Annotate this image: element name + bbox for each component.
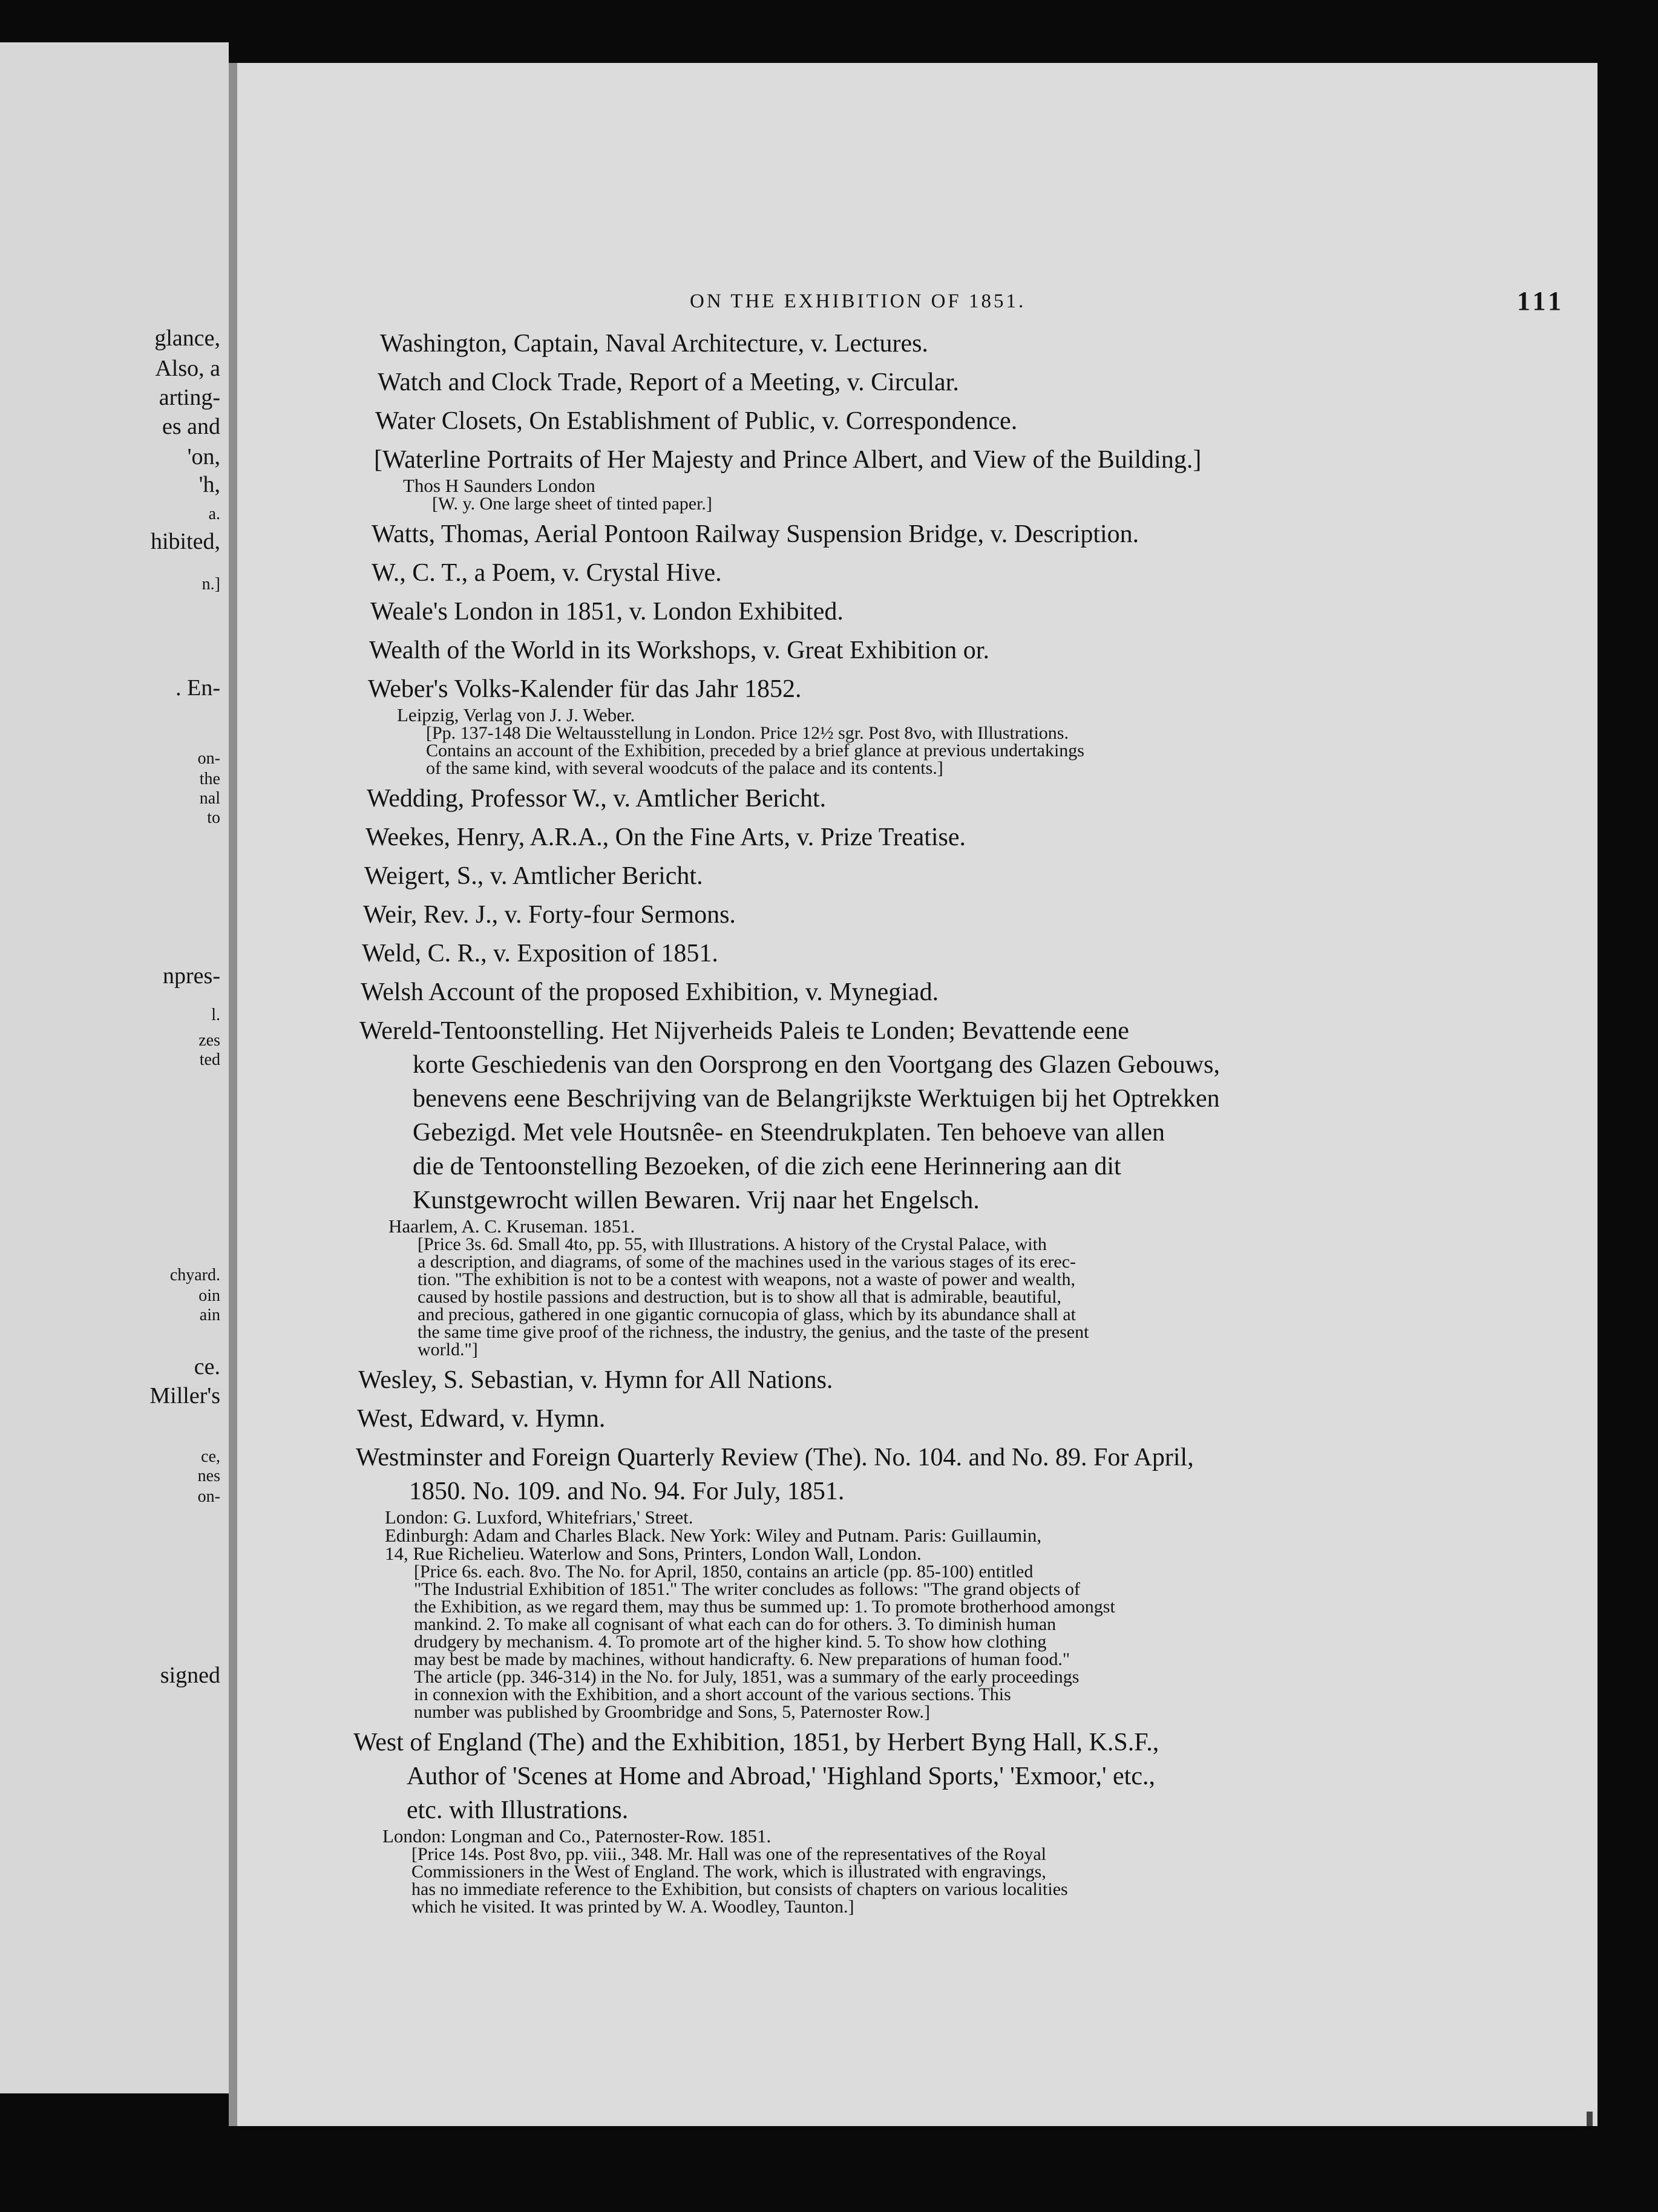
entry-headline-line: Weale's London in 1851, v. London Exhibited. — [370, 598, 844, 626]
facing-page-fragment: es and — [162, 414, 220, 439]
entry-note-line: "The Industrial Exhibition of 1851." The writer concludes as follows: "The grand objects of — [414, 1579, 1080, 1599]
catalogue-entry — [363, 898, 1565, 932]
facing-page-fragment: to — [207, 808, 220, 827]
catalogue-entry — [353, 1726, 1565, 1916]
entry-list — [353, 327, 1565, 1917]
entry-headline-line: Weber's Volks-Kalender für das Jahr 1852. — [368, 675, 802, 703]
entry-note-line: world."] — [418, 1340, 478, 1360]
entry-headline-line: Weir, Rev. J., v. Forty-four Sermons. — [363, 901, 736, 929]
entry-headline-line: Watts, Thomas, Aerial Pontoon Railway Suspension Bridge, v. Description. — [372, 520, 1139, 548]
entry-note-line: [W. y. One large sheet of tinted paper.] — [432, 494, 712, 514]
entry-publisher-line: 14, Rue Richelieu. Waterlow and Sons, Printers, London Wall, London. — [385, 1543, 922, 1564]
facing-page-fragment: hibited, — [150, 529, 220, 554]
entry-headline-line: Gebezigd. Met vele Houtsnêe- en Steendrukplaten. Ten behoeve van allen — [413, 1119, 1165, 1147]
catalogue-entry — [369, 633, 1565, 667]
entry-headline-line: Wedding, Professor W., v. Amtlicher Bericht. — [367, 785, 827, 813]
catalogue-entry — [358, 1363, 1565, 1397]
facing-page-fragment: signed — [160, 1663, 220, 1688]
catalogue-entry — [368, 672, 1565, 777]
entry-note-line: caused by hostile passions and destruction, but is to show all that is admirable, beautiful, — [418, 1287, 1061, 1307]
entry-publisher-line: Leipzig, Verlag von J. J. Weber. — [397, 704, 635, 725]
facing-page-fragment: nal — [199, 789, 220, 808]
catalogue-entry — [378, 365, 1565, 399]
entry-headline-line: West of England (The) and the Exhibition, 1851, by Herbert Byng Hall, K.S.F., — [353, 1729, 1159, 1756]
entry-note-line: [Price 14s. Post 8vo, pp. viii., 348. Mr. Hall was one of the representatives of the Royal — [411, 1844, 1046, 1864]
facing-page-edge — [0, 42, 229, 2093]
running-title: ON THE EXHIBITION OF 1851. — [690, 290, 1026, 312]
facing-page-fragment: 'h, — [198, 472, 220, 497]
facing-page-fragment: on- — [197, 1487, 220, 1506]
page-number: 111 — [1516, 286, 1565, 316]
entry-headline-line: Weld, C. R., v. Exposition of 1851. — [362, 940, 718, 967]
entry-publisher-line: London: Longman and Co., Paternoster-Row. 1851. — [382, 1825, 772, 1847]
entry-headline-line: die de Tentoonstelling Bezoeken, of die zich eene Herinnering aan dit — [413, 1153, 1121, 1180]
entry-headline-line: West, Edward, v. Hymn. — [357, 1405, 606, 1433]
catalogue-entry — [362, 937, 1565, 970]
book-page — [229, 63, 1597, 2126]
entry-headline-line: Wesley, S. Sebastian, v. Hymn for All Nations. — [358, 1366, 833, 1394]
facing-page-fragment: on- — [197, 749, 220, 768]
facing-page-fragment: . En- — [175, 675, 220, 701]
entry-headline-line: Weigert, S., v. Amtlicher Bericht. — [364, 862, 703, 890]
catalogue-entry — [375, 404, 1565, 438]
facing-page-fragment: zes — [198, 1031, 220, 1050]
facing-page-fragment: ce, — [201, 1447, 220, 1466]
entry-headline-line: Weekes, Henry, A.R.A., On the Fine Arts, v. Prize Treatise. — [365, 823, 966, 851]
entry-note-line: of the same kind, with several woodcuts of the palace and its contents.] — [426, 758, 943, 778]
facing-page-fragment: glance, — [154, 326, 220, 351]
facing-page-fragment: npres- — [163, 963, 220, 989]
entry-note-line: a description, and diagrams, of some of the machines used in the various stages of its erec- — [418, 1252, 1076, 1272]
catalogue-entry — [365, 820, 1565, 854]
entry-note-line: Contains an account of the Exhibition, preceded by a brief glance at previous undertakings — [426, 741, 1084, 761]
catalogue-entry — [372, 517, 1565, 551]
facing-page-fragment: l. — [211, 1006, 220, 1024]
entry-note-line: in connexion with the Exhibition, and a short account of the various sections. This — [414, 1684, 1011, 1704]
facing-page-fragment: ce. — [194, 1354, 220, 1379]
facing-page-fragment: nes — [197, 1467, 220, 1485]
entry-note-line: may best be made by machines, without handicrafty. 6. New preparations of human food." — [414, 1649, 1070, 1669]
entry-publisher-line: Edinburgh: Adam and Charles Black. New York: Wiley and Putnam. Paris: Guillaumin, — [385, 1525, 1042, 1546]
facing-page-fragment: arting- — [159, 385, 220, 410]
entry-headline-line: Water Closets, On Establishment of Public, v. Correspondence. — [375, 407, 1018, 435]
facing-page-fragment: Miller's — [149, 1383, 220, 1409]
entry-headline-line: Author of 'Scenes at Home and Abroad,' 'Highland Sports,' 'Exmoor,' etc., — [407, 1762, 1155, 1790]
facing-page-fragment: 'on, — [187, 444, 220, 470]
facing-page-fragment: chyard. — [169, 1266, 220, 1284]
entry-headline-line: 1850. No. 109. and No. 94. For July, 1851. — [409, 1477, 845, 1505]
facing-page-fragment: ain — [199, 1306, 220, 1324]
entry-note-line: drudgery by mechanism. 4. To promote art of the higher kind. 5. To show how clothing — [414, 1632, 1047, 1652]
entry-publisher-line: Thos H Saunders London — [403, 475, 595, 496]
entry-headline-line: Welsh Account of the proposed Exhibition, v. Mynegiad. — [361, 978, 939, 1006]
entry-note-line: the Exhibition, as we regard them, may thus be summed up: 1. To promote brotherhood amongst — [414, 1597, 1115, 1617]
catalogue-entry — [374, 443, 1565, 512]
facing-page-fragment: a. — [208, 505, 220, 523]
page-content — [353, 286, 1565, 1917]
catalogue-entry — [364, 859, 1565, 893]
entry-headline-line: Kunstgewrocht willen Bewaren. Vrij naar het Engelsch. — [413, 1186, 980, 1214]
facing-page-fragment: ted — [199, 1050, 220, 1069]
page-edge-mark — [1587, 2112, 1593, 2126]
entry-note-line: the same time give proof of the richness, the industry, the genius, and the taste of the present — [418, 1322, 1089, 1342]
catalogue-entry — [372, 556, 1565, 590]
entry-publisher-line: Haarlem, A. C. Kruseman. 1851. — [388, 1216, 635, 1237]
entry-headline-line: korte Geschiedenis van den Oorsprong en den Voortgang des Glazen Gebouws, — [413, 1051, 1220, 1079]
entry-note-line: number was published by Groombridge and Sons, 5, Paternoster Row.] — [414, 1702, 930, 1722]
entry-headline-line: Westminster and Foreign Quarterly Review (The). No. 104. and No. 89. For April, — [356, 1444, 1194, 1471]
running-head — [378, 287, 1565, 322]
entry-note-line: mankind. 2. To make all cognisant of what each can do for others. 3. To diminish human — [414, 1614, 1057, 1634]
entry-note-line: The article (pp. 346-314) in the No. for July, 1851, was a summary of the early proceedings — [414, 1667, 1080, 1687]
entry-headline-line: etc. with Illustrations. — [407, 1796, 629, 1824]
catalogue-entry — [359, 1014, 1565, 1358]
catalogue-entry — [356, 1441, 1565, 1721]
catalogue-entry — [357, 1402, 1565, 1436]
entry-headline-line: [Waterline Portraits of Her Majesty and Prince Albert, and View of the Building.] — [374, 446, 1202, 474]
entry-note-line: has no immediate reference to the Exhibition, but consists of chapters on various localities — [411, 1879, 1068, 1899]
entry-publisher-line: London: G. Luxford, Whitefriars,' Street. — [385, 1507, 693, 1528]
catalogue-entry — [370, 595, 1565, 629]
catalogue-entry — [361, 975, 1565, 1009]
facing-page-fragment: oin — [198, 1286, 220, 1305]
entry-note-line: [Pp. 137-148 Die Weltausstellung in London. Price 12½ sgr. Post 8vo, with Illustrations. — [426, 723, 1069, 743]
entry-headline-line: W., C. T., a Poem, v. Crystal Hive. — [372, 559, 722, 587]
entry-note-line: tion. "The exhibition is not to be a contest with weapons, not a waste of power and wealth, — [418, 1269, 1076, 1289]
entry-headline-line: Watch and Clock Trade, Report of a Meeting, v. Circular. — [378, 368, 959, 396]
entry-headline-line: Washington, Captain, Naval Architecture, v. Lectures. — [380, 330, 928, 358]
entry-headline-line: benevens eene Beschrijving van de Belangrijkste Werktuigen bij het Optrekken — [413, 1085, 1220, 1113]
catalogue-entry — [380, 327, 1565, 361]
entry-note-line: [Price 3s. 6d. Small 4to, pp. 55, with Illustrations. A history of the Crystal Palace, with — [418, 1234, 1047, 1254]
entry-note-line: Commissioners in the West of England. The work, which is illustrated with engravings, — [411, 1862, 1046, 1882]
facing-page-fragment: n.] — [202, 575, 220, 594]
entry-note-line: which he visited. It was printed by W. A. Woodley, Taunton.] — [411, 1897, 854, 1917]
entry-headline-line: Wereld-Tentoonstelling. Het Nijverheids Paleis te Londen; Bevattende eene — [359, 1017, 1129, 1045]
facing-page-fragment: Also, a — [155, 356, 220, 381]
entry-headline-line: Wealth of the World in its Workshops, v. Great Exhibition or. — [369, 636, 989, 664]
facing-page-fragment: the — [199, 770, 220, 788]
entry-note-line: [Price 6s. each. 8vo. The No. for April, 1850, contains an article (pp. 85-100) entitled — [414, 1562, 1034, 1582]
catalogue-entry — [367, 782, 1565, 816]
entry-note-line: and precious, gathered in one gigantic cornucopia of glass, which by its abundance shall at — [418, 1304, 1076, 1324]
